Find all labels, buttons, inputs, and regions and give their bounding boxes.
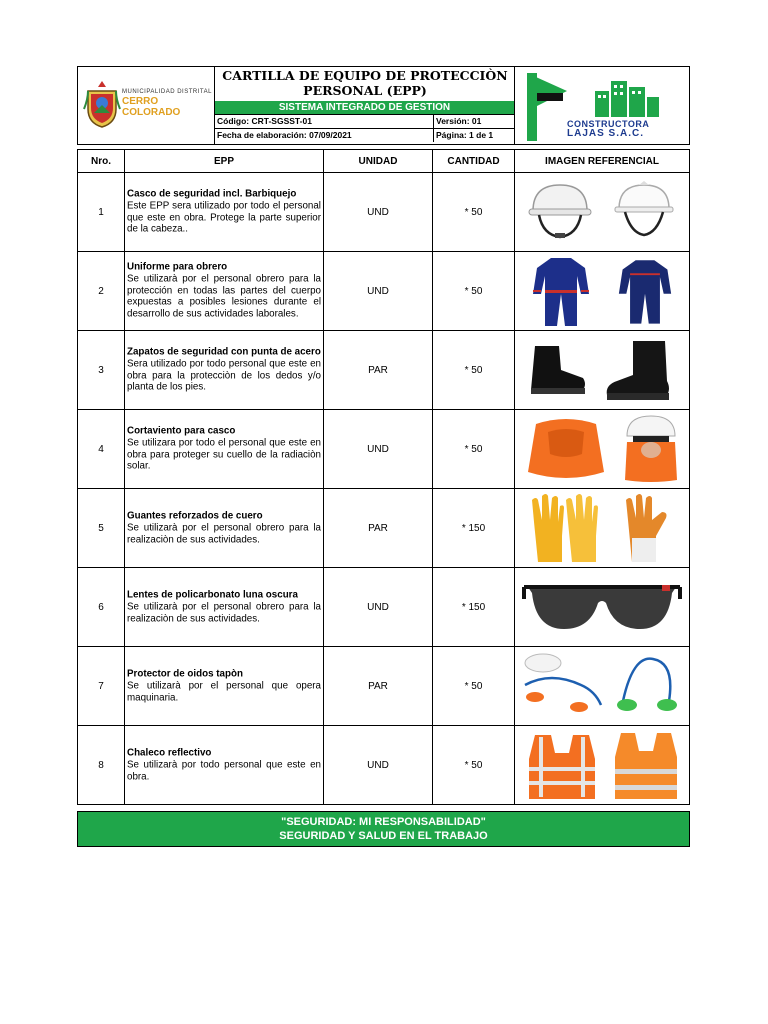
table-header <box>78 150 689 172</box>
epp-sheet <box>77 66 690 842</box>
footer-subtitle: SEGURIDAD Y SALUD EN EL TRABAJO <box>279 830 488 842</box>
epp-table <box>77 149 690 805</box>
reference-image-cell <box>515 568 689 646</box>
epp-name: Lentes de policarbonato luna oscura <box>127 589 298 601</box>
municipality-label: MUNICIPALIDAD DISTRITAL <box>122 89 212 95</box>
coverall-icon <box>531 254 591 328</box>
epp-name: Zapatos de seguridad con punta de acero <box>127 346 321 358</box>
epp-cell <box>125 173 324 251</box>
elaboration-date: Fecha de elaboración: 07/09/2021 <box>217 130 352 140</box>
quantity-cell: * 50 <box>433 647 515 725</box>
quantity-cell: * 50 <box>433 726 515 804</box>
epp-name: Chaleco reflectivo <box>127 747 212 759</box>
row-number: 7 <box>78 647 125 725</box>
reference-image-cell <box>515 489 689 567</box>
table-row <box>78 567 689 646</box>
neck-shade-icon <box>619 414 681 484</box>
epp-description: Se utilizarà por todo personal que este en obra. <box>127 759 321 782</box>
quantity-cell: * 150 <box>433 489 515 567</box>
helmet-icon <box>609 177 679 247</box>
table-row <box>78 409 689 488</box>
unit-cell: UND <box>324 410 433 488</box>
table-row <box>78 330 689 409</box>
epp-description: Sera utilizado por todo personal que este en obra para la protecciòn de los dedos y/o planta de los pies. <box>127 358 321 393</box>
row-number: 1 <box>78 173 125 251</box>
municipality-name: CERRO COLORADO <box>122 96 181 118</box>
row-number: 8 <box>78 726 125 804</box>
system-banner: SISTEMA INTEGRADO DE GESTION <box>215 101 514 114</box>
row-number: 5 <box>78 489 125 567</box>
page-indicator: Página: 1 de 1 <box>433 129 514 142</box>
unit-cell: PAR <box>324 489 433 567</box>
epp-description: Se utilizara por todo el personal que este en obra para proteger su cuello de la radiaciòn solar. <box>127 437 321 472</box>
epp-name: Cortaviento para casco <box>127 425 236 437</box>
header-center <box>215 67 515 144</box>
vest-icon <box>613 729 679 801</box>
epp-name: Casco de seguridad incl. Barbiquejo <box>127 188 297 200</box>
row-number: 3 <box>78 331 125 409</box>
epp-description: Este EPP sera utilizado por todo el personal que este en obra. Protege la parte superior de la cabeza.. <box>127 200 321 235</box>
reference-image-cell <box>515 726 689 804</box>
footer-slogan: "SEGURIDAD: MI RESPONSABILIDAD" <box>281 816 486 828</box>
reference-image-cell <box>515 173 689 251</box>
unit-cell: UND <box>324 252 433 330</box>
unit-cell: PAR <box>324 647 433 725</box>
reference-image-cell <box>515 252 689 330</box>
helmet-icon <box>525 177 595 247</box>
epp-name: Protector de oidos tapòn <box>127 668 243 680</box>
column-header-cantidad: CANTIDAD <box>433 150 515 172</box>
glasses-icon <box>522 577 682 637</box>
epp-description: Se utilizarà por el personal obrero para la realizaciòn de sus actividades. <box>127 601 321 624</box>
boot-icon <box>525 340 589 400</box>
document-version: Versión: 01 <box>433 115 514 128</box>
epp-name: Guantes reforzados de cuero <box>127 510 263 522</box>
company-name-line1: CONSTRUCTORA <box>567 119 650 129</box>
column-header-unidad: UNIDAD <box>324 150 433 172</box>
unit-cell: PAR <box>324 331 433 409</box>
earplug-icon <box>521 651 607 721</box>
row-number: 6 <box>78 568 125 646</box>
document-header <box>77 66 690 145</box>
table-row <box>78 172 689 251</box>
boot-icon <box>603 337 679 403</box>
glove-icon <box>526 492 606 564</box>
coverall-icon <box>617 254 673 328</box>
quantity-cell: * 50 <box>433 331 515 409</box>
company-logo <box>515 67 690 144</box>
table-row <box>78 488 689 567</box>
row-number: 4 <box>78 410 125 488</box>
unit-cell: UND <box>324 173 433 251</box>
epp-cell <box>125 568 324 646</box>
row-number: 2 <box>78 252 125 330</box>
reference-image-cell <box>515 331 689 409</box>
municipality-logo <box>78 67 215 144</box>
epp-cell <box>125 410 324 488</box>
epp-description: Se utilizarà por el personal que opera maquinaria. <box>127 680 321 703</box>
column-header-imagen: IMAGEN REFERENCIAL <box>545 155 659 167</box>
unit-cell: UND <box>324 568 433 646</box>
reference-image-cell <box>515 410 689 488</box>
meta-row-code <box>215 114 514 128</box>
table-row <box>78 725 689 804</box>
glove-icon <box>622 492 678 564</box>
epp-description: Se utilizarà por el personal obrero para la protección en todas las partes del cuerpo expuestas a posibles lesiones durante el desarrollo de sus actividades laborales. <box>127 273 321 320</box>
footer-banner <box>77 811 690 847</box>
column-header-nro: Nro. <box>78 150 125 172</box>
earplug-icon <box>613 651 683 721</box>
epp-cell <box>125 252 324 330</box>
reference-image-cell <box>515 647 689 725</box>
epp-cell <box>125 726 324 804</box>
quantity-cell: * 50 <box>433 173 515 251</box>
table-row <box>78 646 689 725</box>
quantity-cell: * 50 <box>433 252 515 330</box>
vest-icon <box>525 729 599 801</box>
coat-of-arms-icon <box>82 79 122 129</box>
epp-cell <box>125 647 324 725</box>
table-row <box>78 251 689 330</box>
quantity-cell: * 50 <box>433 410 515 488</box>
meta-row-date <box>215 128 514 144</box>
unit-cell: UND <box>324 726 433 804</box>
neck-shade-icon <box>524 414 608 484</box>
company-name-line2: LAJAS S.A.C. <box>567 128 645 139</box>
epp-name: Uniforme para obrero <box>127 261 228 273</box>
epp-description: Se utilizarà por el personal obrero para la realizaciòn de sus actividades. <box>127 522 321 545</box>
quantity-cell: * 150 <box>433 568 515 646</box>
document-title: CARTILLA DE EQUIPO DE PROTECCIÒN PERSONAL (EPP) <box>222 68 508 98</box>
column-header-epp: EPP <box>125 150 324 172</box>
epp-cell <box>125 331 324 409</box>
epp-cell <box>125 489 324 567</box>
document-code: Código: CRT-SGSST-01 <box>217 116 312 126</box>
